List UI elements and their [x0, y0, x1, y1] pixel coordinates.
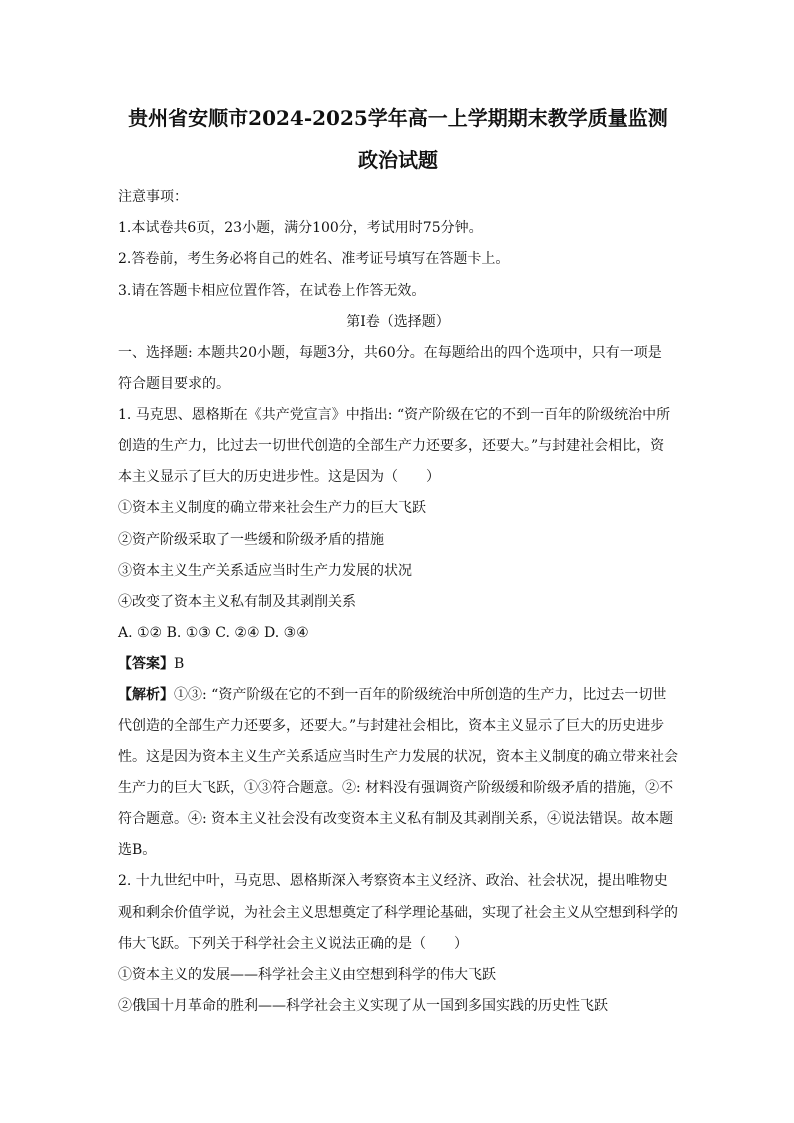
analysis-line: 代创造的全部生产力还要多，还要大。”与封建社会相比，资本主义显示了巨大的历史进步	[118, 718, 665, 734]
question-stem-line: 伟大飞跃。下列关于科学社会主义说法正确的是（ ）	[118, 936, 468, 952]
analysis-label: 【解析】	[118, 687, 174, 703]
section-intro-line: 符合题目要求的。	[118, 376, 230, 392]
analysis-line: 性。这是因为资本主义生产关系适应当时生产力发展的状况，资本主义制度的确立带来社会	[118, 749, 678, 765]
answer-label: 【答案】	[118, 656, 174, 672]
question-option: ③资本主义生产关系适应当时生产力发展的状况	[118, 563, 412, 579]
question-stem-line: 1. 马克思、恩格斯在《共产党宣言》中指出: “资产阶级在它的不到一百年的阶级统治中所	[118, 407, 671, 423]
question-stem-line: 2. 十九世纪中叶，马克思、恩格斯深入考察资本主义经济、政治、社会状况，提出唯物史	[118, 873, 668, 889]
analysis-line: ①③: “资产阶级在它的不到一百年的阶级统治中所创造的生产力，比过去一切世	[174, 687, 667, 703]
analysis-row	[118, 685, 678, 705]
question-choices: A. ①② B. ①③ C. ②④ D. ③④	[118, 625, 309, 641]
analysis-line: 生产力的巨大飞跃，①③符合题意。②: 材料没有强调资产阶级缓和阶级矛盾的措施，②不	[118, 780, 674, 796]
notice-item: 3.请在答题卡相应位置作答，在试卷上作答无效。	[118, 283, 426, 299]
analysis-line: 选B。	[118, 842, 157, 858]
document-subtitle: 政治试题	[358, 148, 438, 172]
answer-value: B	[174, 656, 185, 672]
notice-heading: 注意事项：	[118, 189, 188, 205]
document-title: 贵州省安顺市2024-2025学年高一上学期期末教学质量监测	[128, 106, 668, 130]
question-option: ①资本主义制度的确立带来社会生产力的巨大飞跃	[118, 500, 426, 516]
question-option: ②资产阶级采取了一些缓和阶级矛盾的措施	[118, 532, 384, 548]
question-option: ②俄国十月革命的胜利——科学社会主义实现了从一国到多国实践的历史性飞跃	[118, 998, 608, 1014]
notice-item: 1.本试卷共6页，23小题，满分100分，考试用时75分钟。	[118, 220, 483, 236]
analysis-line: 符合题意。④: 资本主义社会没有改变资本主义私有制及其剥削关系，④说法错误。故本题	[118, 811, 674, 827]
section-intro-line: 一、选择题: 本题共20小题，每题3分，共60分。在每题给出的四个选项中，只有一项是	[118, 345, 662, 361]
notice-item: 2.答卷前，考生务必将自己的姓名、准考证号填写在答题卡上。	[118, 251, 510, 267]
question-stem-line: 观和剩余价值学说，为社会主义思想奠定了科学理论基础，实现了社会主义从空想到科学的	[118, 905, 678, 921]
answer-row	[118, 654, 678, 674]
question-option: ④改变了资本主义私有制及其剥削关系	[118, 594, 356, 610]
question-stem-line: 创造的生产力，比过去一切世代创造的全部生产力还要多，还要大。”与封建社会相比，资	[118, 438, 665, 454]
volume-title: 第Ⅰ卷（选择题）	[346, 314, 450, 330]
question-stem-line: 本主义显示了巨大的历史进步性。这是因为（ ）	[118, 469, 440, 485]
question-option: ①资本主义的发展——科学社会主义由空想到科学的伟大飞跃	[118, 967, 496, 983]
